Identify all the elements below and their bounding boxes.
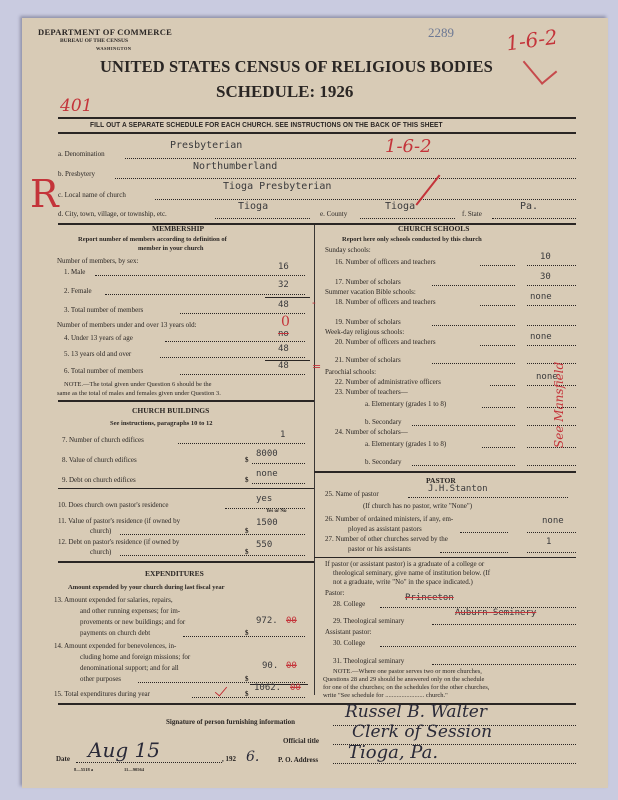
female-label: 2. Female <box>64 287 92 295</box>
running-expenses-cents: 00 <box>286 616 297 626</box>
expenditures-subheading: Amount expended by your church during last fiscal year <box>68 584 225 591</box>
fill-line <box>490 385 515 386</box>
yes-no-hint: Yes or No <box>266 509 287 514</box>
stamp-number: 2289 <box>428 25 454 40</box>
year-digit[interactable]: 6. <box>246 749 260 765</box>
fill-line <box>215 218 310 219</box>
running-expenses-label: and other running expenses; for im- <box>80 607 181 615</box>
fill-line <box>432 624 576 625</box>
other-churches-label: pastor or his assistants <box>348 545 411 553</box>
buildings-heading: CHURCH BUILDINGS <box>132 406 210 415</box>
fill-line <box>165 341 305 342</box>
benevolences-value[interactable]: 90. <box>262 661 279 671</box>
city-label: d. City, town, village, or township, etc. <box>58 210 167 218</box>
dollar-sign: $ <box>245 476 249 484</box>
benevolences-label: denominational support; and for all <box>80 664 179 672</box>
signature-value[interactable]: Russel B. Walter <box>345 702 487 722</box>
pastor-name-hint: (If church has no pastor, write "None") <box>363 502 473 510</box>
pastor-note: for one of the churches; on the schedules for the other churches, <box>323 684 490 691</box>
divider <box>58 488 314 489</box>
total-members-value[interactable]: 48 <box>278 300 289 310</box>
under-13-correction: 0 <box>281 314 290 330</box>
summer-scholars-label: 19. Number of scholars <box>335 318 401 326</box>
county-label: e. County <box>320 210 348 218</box>
by-sex-label: Number of members, by sex: <box>57 257 139 265</box>
fill-line <box>480 345 515 346</box>
assistant-ministers-value[interactable]: none <box>542 516 564 526</box>
fill-line <box>527 265 576 266</box>
residence-debt-label: church) <box>90 548 112 556</box>
running-expenses-label: 13. Amount expended for salaries, repairs, <box>54 596 173 604</box>
left-number-annotation: 401 <box>60 96 93 116</box>
fill-line <box>125 158 576 159</box>
dollar-sign: $ <box>245 629 249 637</box>
weekday-scholars-label: 21. Number of scholars <box>335 356 401 364</box>
other-churches-label: 27. Number of other churches served by the <box>325 535 448 543</box>
city-value[interactable]: Tioga <box>238 201 269 212</box>
membership-note: same as the total of males and females given under Question 3. <box>57 390 221 397</box>
dollar-sign: $ <box>245 690 249 698</box>
fill-line <box>412 465 515 466</box>
benevolences-label: 14. Amount expended for benevolences, in- <box>54 642 177 650</box>
fill-line <box>180 374 305 375</box>
fill-line <box>482 447 515 448</box>
dollar-sign: $ <box>245 527 249 535</box>
schools-heading: CHURCH SCHOOLS <box>398 224 470 233</box>
divider <box>58 703 576 705</box>
residence-value-label: church) <box>90 527 112 535</box>
divider <box>314 471 576 473</box>
state-value[interactable]: Pa. <box>520 201 539 212</box>
residence-value-label: 11. Value of pastor's residence (if owned by <box>58 517 181 525</box>
fill-line <box>527 325 576 326</box>
graduate-note: If pastor (or assistant pastor) is a graduate of a college or <box>325 560 485 568</box>
total-expenditures-label: 15. Total expenditures during year <box>54 690 150 698</box>
male-value[interactable]: 16 <box>278 262 289 272</box>
pastor-seminary-value[interactable]: Auburn Seminery <box>455 608 537 618</box>
signature-label: Signature of person furnishing information <box>166 718 295 726</box>
owns-residence-value[interactable]: yes <box>256 494 273 504</box>
sunday-schools-label: Sunday schools: <box>325 246 371 254</box>
po-address-label: P. O. Address <box>278 756 319 764</box>
pastor-seminary-label: 29. Theological seminary <box>333 617 405 625</box>
summer-officers-label: 18. Number of officers and teachers <box>335 298 436 306</box>
assistant-seminary-label: 31. Theological seminary <box>333 657 405 665</box>
instruction-banner: FILL OUT A SEPARATE SCHEDULE FOR EACH CHURCH. SEE INSTRUCTIONS ON THE BACK OF THIS SHEET <box>90 120 443 129</box>
pastor-college-label: 28. College <box>333 600 366 608</box>
pastor-subheading: Pastor: <box>325 589 345 597</box>
benevolences-cents: 00 <box>286 661 297 671</box>
fill-line <box>155 199 576 200</box>
residence-debt-value[interactable]: 550 <box>256 540 273 550</box>
weekday-schools-label: Week-day religious schools: <box>325 328 405 336</box>
sunday-officers-label: 16. Number of officers and teachers <box>335 258 436 266</box>
fill-line <box>527 285 576 286</box>
county-value[interactable]: Tioga <box>385 201 416 212</box>
denomination-label: a. Denomination <box>58 150 105 158</box>
membership-heading: MEMBERSHIP <box>152 224 205 233</box>
membership-subheading: member in your church <box>138 245 204 252</box>
scholars-secondary-label: b. Secondary <box>365 458 402 466</box>
graduate-note: not a graduate, write "No" in the space indicated.) <box>333 578 473 586</box>
buildings-subheading: See instructions, paragraphs 10 to 12 <box>110 420 213 427</box>
under-13-value[interactable]: no <box>278 329 289 339</box>
divider <box>58 132 576 134</box>
fill-line <box>408 497 568 498</box>
over-13-label: 5. 13 years old and over <box>64 350 132 358</box>
pastor-note: Questions 28 and 29 should be answered only on the schedule <box>323 676 485 683</box>
state-label: f. State <box>462 210 482 218</box>
teachers-elementary-label: a. Elementary (grades 1 to 8) <box>365 400 447 408</box>
edifices-count-label: 7. Number of church edifices <box>62 436 144 444</box>
fill-line <box>432 363 515 364</box>
local-name-value[interactable]: Tioga Presbyterian <box>223 181 332 192</box>
fill-line <box>76 762 222 763</box>
other-churches-value[interactable]: 1 <box>546 537 552 547</box>
assistant-college-label: 30. College <box>333 639 366 647</box>
divider <box>58 223 576 225</box>
teachers-label: 23. Number of teachers— <box>335 388 408 396</box>
fill-line <box>225 508 305 509</box>
running-expenses-value[interactable]: 972. <box>256 616 278 626</box>
assistant-pastor-subheading: Assistant pastor: <box>325 628 372 636</box>
running-expenses-label: payments on church debt <box>80 629 151 637</box>
sunday-scholars-value[interactable]: 30 <box>540 272 551 282</box>
fill-line <box>192 697 305 698</box>
assistant-ministers-label: 26. Number of ordained ministers, if any, em- <box>325 515 454 523</box>
fill-line <box>160 357 305 358</box>
fill-line <box>120 534 305 535</box>
pastor-name-label: 25. Name of pastor <box>325 490 379 498</box>
divider <box>58 561 314 563</box>
benevolences-label: other purposes <box>80 675 122 683</box>
divider <box>314 557 576 558</box>
fill-line <box>460 532 508 533</box>
summer-officers-value[interactable]: none <box>530 292 552 302</box>
admin-officers-label: 22. Number of administrative officers <box>335 378 441 386</box>
date-value[interactable]: Aug 15 <box>88 738 160 762</box>
admin-officers-value[interactable]: none <box>536 372 558 382</box>
pastor-heading: PASTOR <box>426 476 456 485</box>
total-expenditures-value[interactable]: 1062. <box>254 683 282 693</box>
expenditures-heading: EXPENDITURES <box>145 569 204 578</box>
fill-line <box>432 325 515 326</box>
top-right-code-annotation: 1-6-2 <box>504 24 560 56</box>
benevolences-label: cluding home and foreign missions; for <box>80 653 191 661</box>
edifices-value-label: 8. Value of church edifices <box>62 456 137 464</box>
denomination-value[interactable]: Presbyterian <box>170 140 243 151</box>
fill-line <box>178 443 305 444</box>
po-address-value[interactable]: Tioga, Pa. <box>348 742 439 763</box>
male-label: 1. Male <box>64 268 86 276</box>
margin-note-annotation: See Mansfield <box>552 361 566 448</box>
fill-line <box>527 552 576 553</box>
dollar-sign: $ <box>245 675 249 683</box>
pastor-note: write "See schedule for ........................ church." <box>323 692 448 699</box>
sunday-scholars-label: 17. Number of scholars <box>335 278 401 286</box>
graduate-note: theological seminary, give name of institution below. (If <box>333 569 491 577</box>
department-label: DEPARTMENT OF COMMERCE <box>38 27 173 37</box>
fill-line <box>360 218 455 219</box>
teachers-secondary-label: b. Secondary <box>365 418 402 426</box>
fill-line <box>527 345 576 346</box>
fill-line <box>480 265 515 266</box>
scholars-elementary-label: a. Elementary (grades 1 to 8) <box>365 440 447 448</box>
total-expenditures-cents: 00 <box>290 683 301 693</box>
owns-residence-label: 10. Does church own pastor's residence <box>58 501 169 509</box>
pastor-college-value[interactable]: Princeton <box>405 593 454 603</box>
presbytery-label: b. Presbytery <box>58 170 95 178</box>
parochial-scholars-label: 24. Number of scholars— <box>335 428 408 436</box>
local-name-label: c. Local name of church <box>58 191 126 199</box>
edifices-value-value[interactable]: 8000 <box>256 449 278 459</box>
by-age-label: Number of members under and over 13 years old: <box>57 321 197 329</box>
fill-line <box>432 285 515 286</box>
form-code: 8—5518 a <box>74 767 94 772</box>
fill-line <box>380 646 576 647</box>
edifices-count-value[interactable]: 1 <box>280 430 286 440</box>
female-value[interactable]: 32 <box>278 280 289 290</box>
form-subtitle: SCHEDULE: 1926 <box>216 82 354 101</box>
form-title: UNITED STATES CENSUS OF RELIGIOUS BODIES <box>100 57 493 76</box>
tick-annotation: - <box>312 296 316 309</box>
divider <box>58 400 314 402</box>
left-letter-annotation: R <box>30 172 59 216</box>
dollar-sign: $ <box>245 456 249 464</box>
form-code: 11—90564 <box>124 767 145 772</box>
membership-subheading: Report number of members according to definition of <box>78 236 227 243</box>
sunday-officers-value[interactable]: 10 <box>540 252 551 262</box>
fill-line <box>120 555 305 556</box>
weekday-officers-label: 20. Number of officers and teachers <box>335 338 436 346</box>
bureau-label: BUREAU OF THE CENSUS <box>60 38 129 44</box>
fill-line <box>432 664 576 665</box>
running-expenses-label: provements or new buildings; and for <box>80 618 186 626</box>
fill-line <box>527 532 576 533</box>
under-13-label: 4. Under 13 years of age <box>64 334 133 342</box>
fill-line <box>252 463 305 464</box>
fill-line <box>412 425 515 426</box>
membership-note: NOTE.—The total given under Question 6 should be the <box>64 381 212 388</box>
fill-line <box>105 294 305 295</box>
total-by-age-label: 6. Total number of members <box>64 367 144 375</box>
parochial-schools-label: Parochial schools: <box>325 368 377 376</box>
fill-line <box>492 218 576 219</box>
schools-subheading: Report here only schools conducted by this church <box>342 236 482 243</box>
presbytery-value[interactable]: Northumberland <box>193 161 278 172</box>
over-13-value[interactable]: 48 <box>278 344 289 354</box>
total-members-label: 3. Total number of members <box>64 306 144 314</box>
tick-annotation: = <box>312 360 322 373</box>
fill-line <box>527 305 576 306</box>
residence-value-value[interactable]: 1500 <box>256 518 278 528</box>
fill-line <box>333 763 576 764</box>
denomination-code-annotation: 1-6-2 <box>385 136 432 157</box>
fill-line <box>440 552 508 553</box>
edifices-debt-value[interactable]: none <box>256 469 278 479</box>
summer-schools-label: Summer vacation Bible schools: <box>325 288 416 296</box>
official-title-value[interactable]: Clerk of Session <box>352 722 493 742</box>
divider <box>58 117 576 119</box>
fill-line <box>95 275 305 276</box>
year-prefix: , 192 <box>222 755 236 763</box>
total-by-age-value[interactable]: 48 <box>278 361 289 371</box>
dollar-sign: $ <box>245 548 249 556</box>
sum-line <box>265 297 310 298</box>
weekday-officers-value[interactable]: none <box>530 332 552 342</box>
fill-line <box>115 178 576 179</box>
fill-line <box>252 483 305 484</box>
assistant-ministers-label: ployed as assistant pastors <box>348 525 422 533</box>
pastor-note: NOTE.—Where one pastor serves two or more churches, <box>333 668 482 675</box>
fill-line <box>482 407 515 408</box>
fill-line <box>480 305 515 306</box>
official-title-label: Official title <box>283 737 319 745</box>
pastor-name-value[interactable]: J.H.Stanton <box>428 484 488 494</box>
edifices-debt-label: 9. Debt on church edifices <box>62 476 136 484</box>
location-label: WASHINGTON <box>96 46 132 51</box>
fill-line <box>183 636 305 637</box>
fill-line <box>527 465 576 466</box>
date-label: Date <box>56 755 70 763</box>
residence-debt-label: 12. Debt on pastor's residence (if owned by <box>58 538 180 546</box>
